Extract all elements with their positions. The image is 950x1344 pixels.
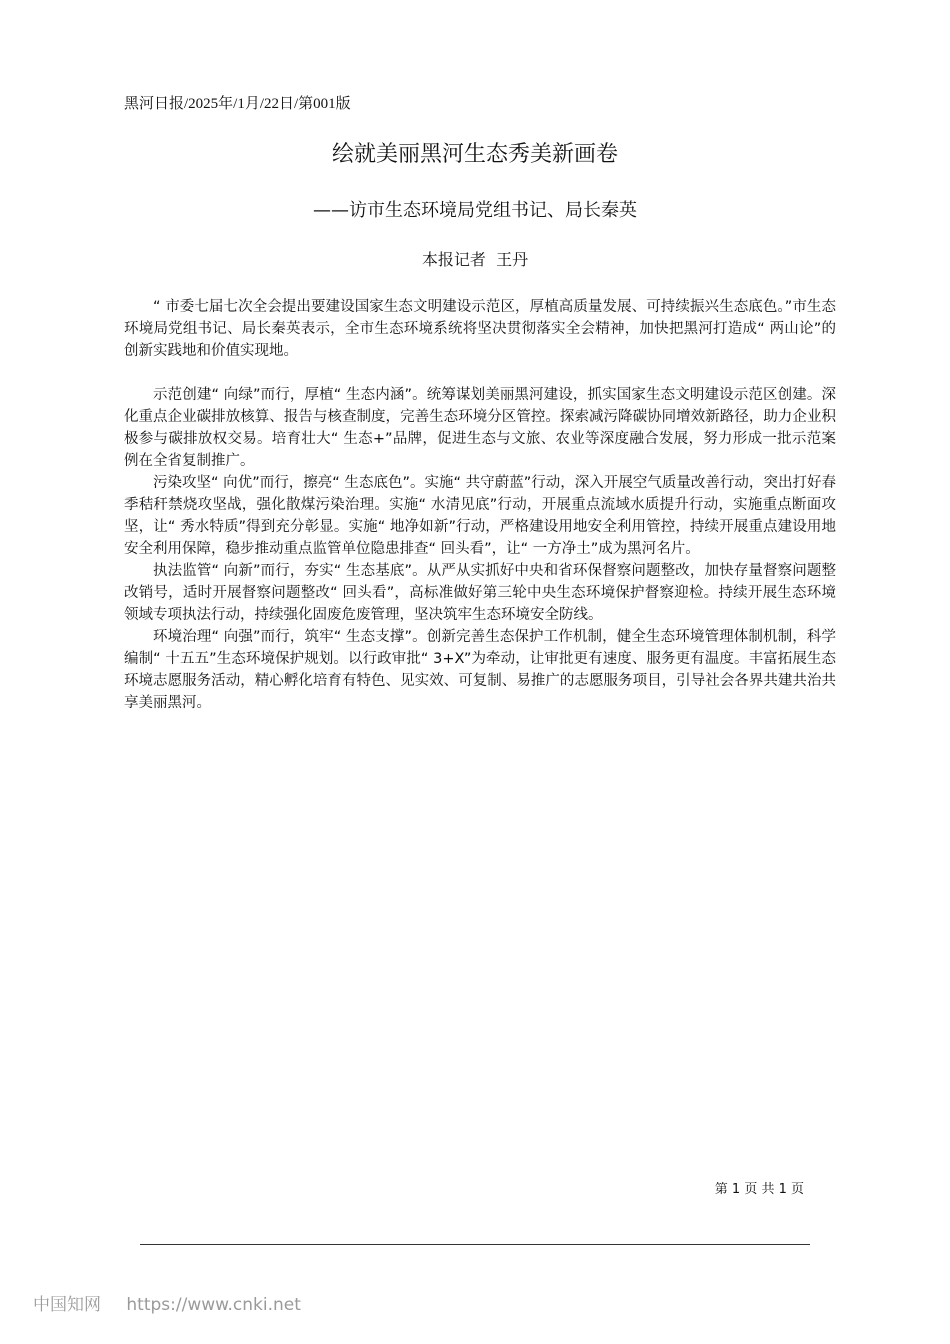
page-number: 第 1 页 共 1 页 [714,1182,804,1197]
article-body [124,296,836,714]
cnki-watermark [33,1293,301,1317]
watermark-url: https://www.cnki.net [126,1295,301,1315]
byline: 本报记者 王丹 [421,250,529,269]
source-line: 黑河日报/2025年/1月/22日/第001版 [124,96,351,112]
watermark-brand: 中国知网 [33,1295,101,1315]
paragraph: 执法监管“ 向新”而行，夯实“ 生态基底”。从严从实抓好中央和省环保督察问题整改，加快存量督察问题整改销号，适时开展督察问题整改“ 回头看”，高标准做好第三轮中央生态环境保护督察迎检。持续开展生态环境领域专项执法行动，持续强化固废危废管理，坚决筑牢生态环境安全防线。 [124,563,836,623]
footer-divider [140,1244,810,1245]
paragraph-lead: “ 市委七届七次全会提出要建设国家生态文明建设示范区，厚植高质量发展、可持续振兴生态底色。”市生态环境局党组书记、局长秦英表示，全市生态环境系统将坚决贯彻落实全会精神，加快把黑河打造成“ 两山论”的创新实践地和价值实现地。 [124,299,836,359]
paragraph: 污染攻坚“ 向优”而行，擦亮“ 生态底色”。实施“ 共守蔚蓝”行动，深入开展空气质量改善行动，突出打好春季秸秆禁烧攻坚战，强化散煤污染治理。实施“ 水清见底”行动，开展重点流域水质提升行动，实施重点断面攻坚，让“ 秀水特质”得到充分彰显。实施“ 地净如新”行动，严格建设用地安全利用管控，持续开展重点建设用地安全利用保障，稳步推动重点监管单位隐患排查“ 回头看”，让“ 一方净土”成为黑河名片。 [124,475,836,557]
article-title: 绘就美丽黑河生态秀美新画卷 [331,142,618,167]
paragraph: 示范创建“ 向绿”而行，厚植“ 生态内涵”。统筹谋划美丽黑河建设，抓实国家生态文明建设示范区创建。深化重点企业碳排放核算、报告与核查制度，完善生态环境分区管控。探索减污降碳协同增效新路径，助力企业积极参与碳排放权交易。培育壮大“ 生态+”品牌，促进生态与文旅、农业等深度融合发展，努力形成一批示范案例在全省复制推广。 [124,387,836,469]
paragraph: 环境治理“ 向强”而行，筑牢“ 生态支撑”。创新完善生态保护工作机制，健全生态环境管理体制机制，科学编制“ 十五五”生态环境保护规划。以行政审批“ 3+X”为牵动，让审批更有速度、服务更有温度。丰富拓展生态环境志愿服务活动，精心孵化培育有特色、见实效、可复制、易推广的志愿服务项目，引导社会各界共建共治共享美丽黑河。 [124,629,836,711]
article-subtitle: ——访市生态环境局党组书记、局长秦英 [313,200,637,221]
